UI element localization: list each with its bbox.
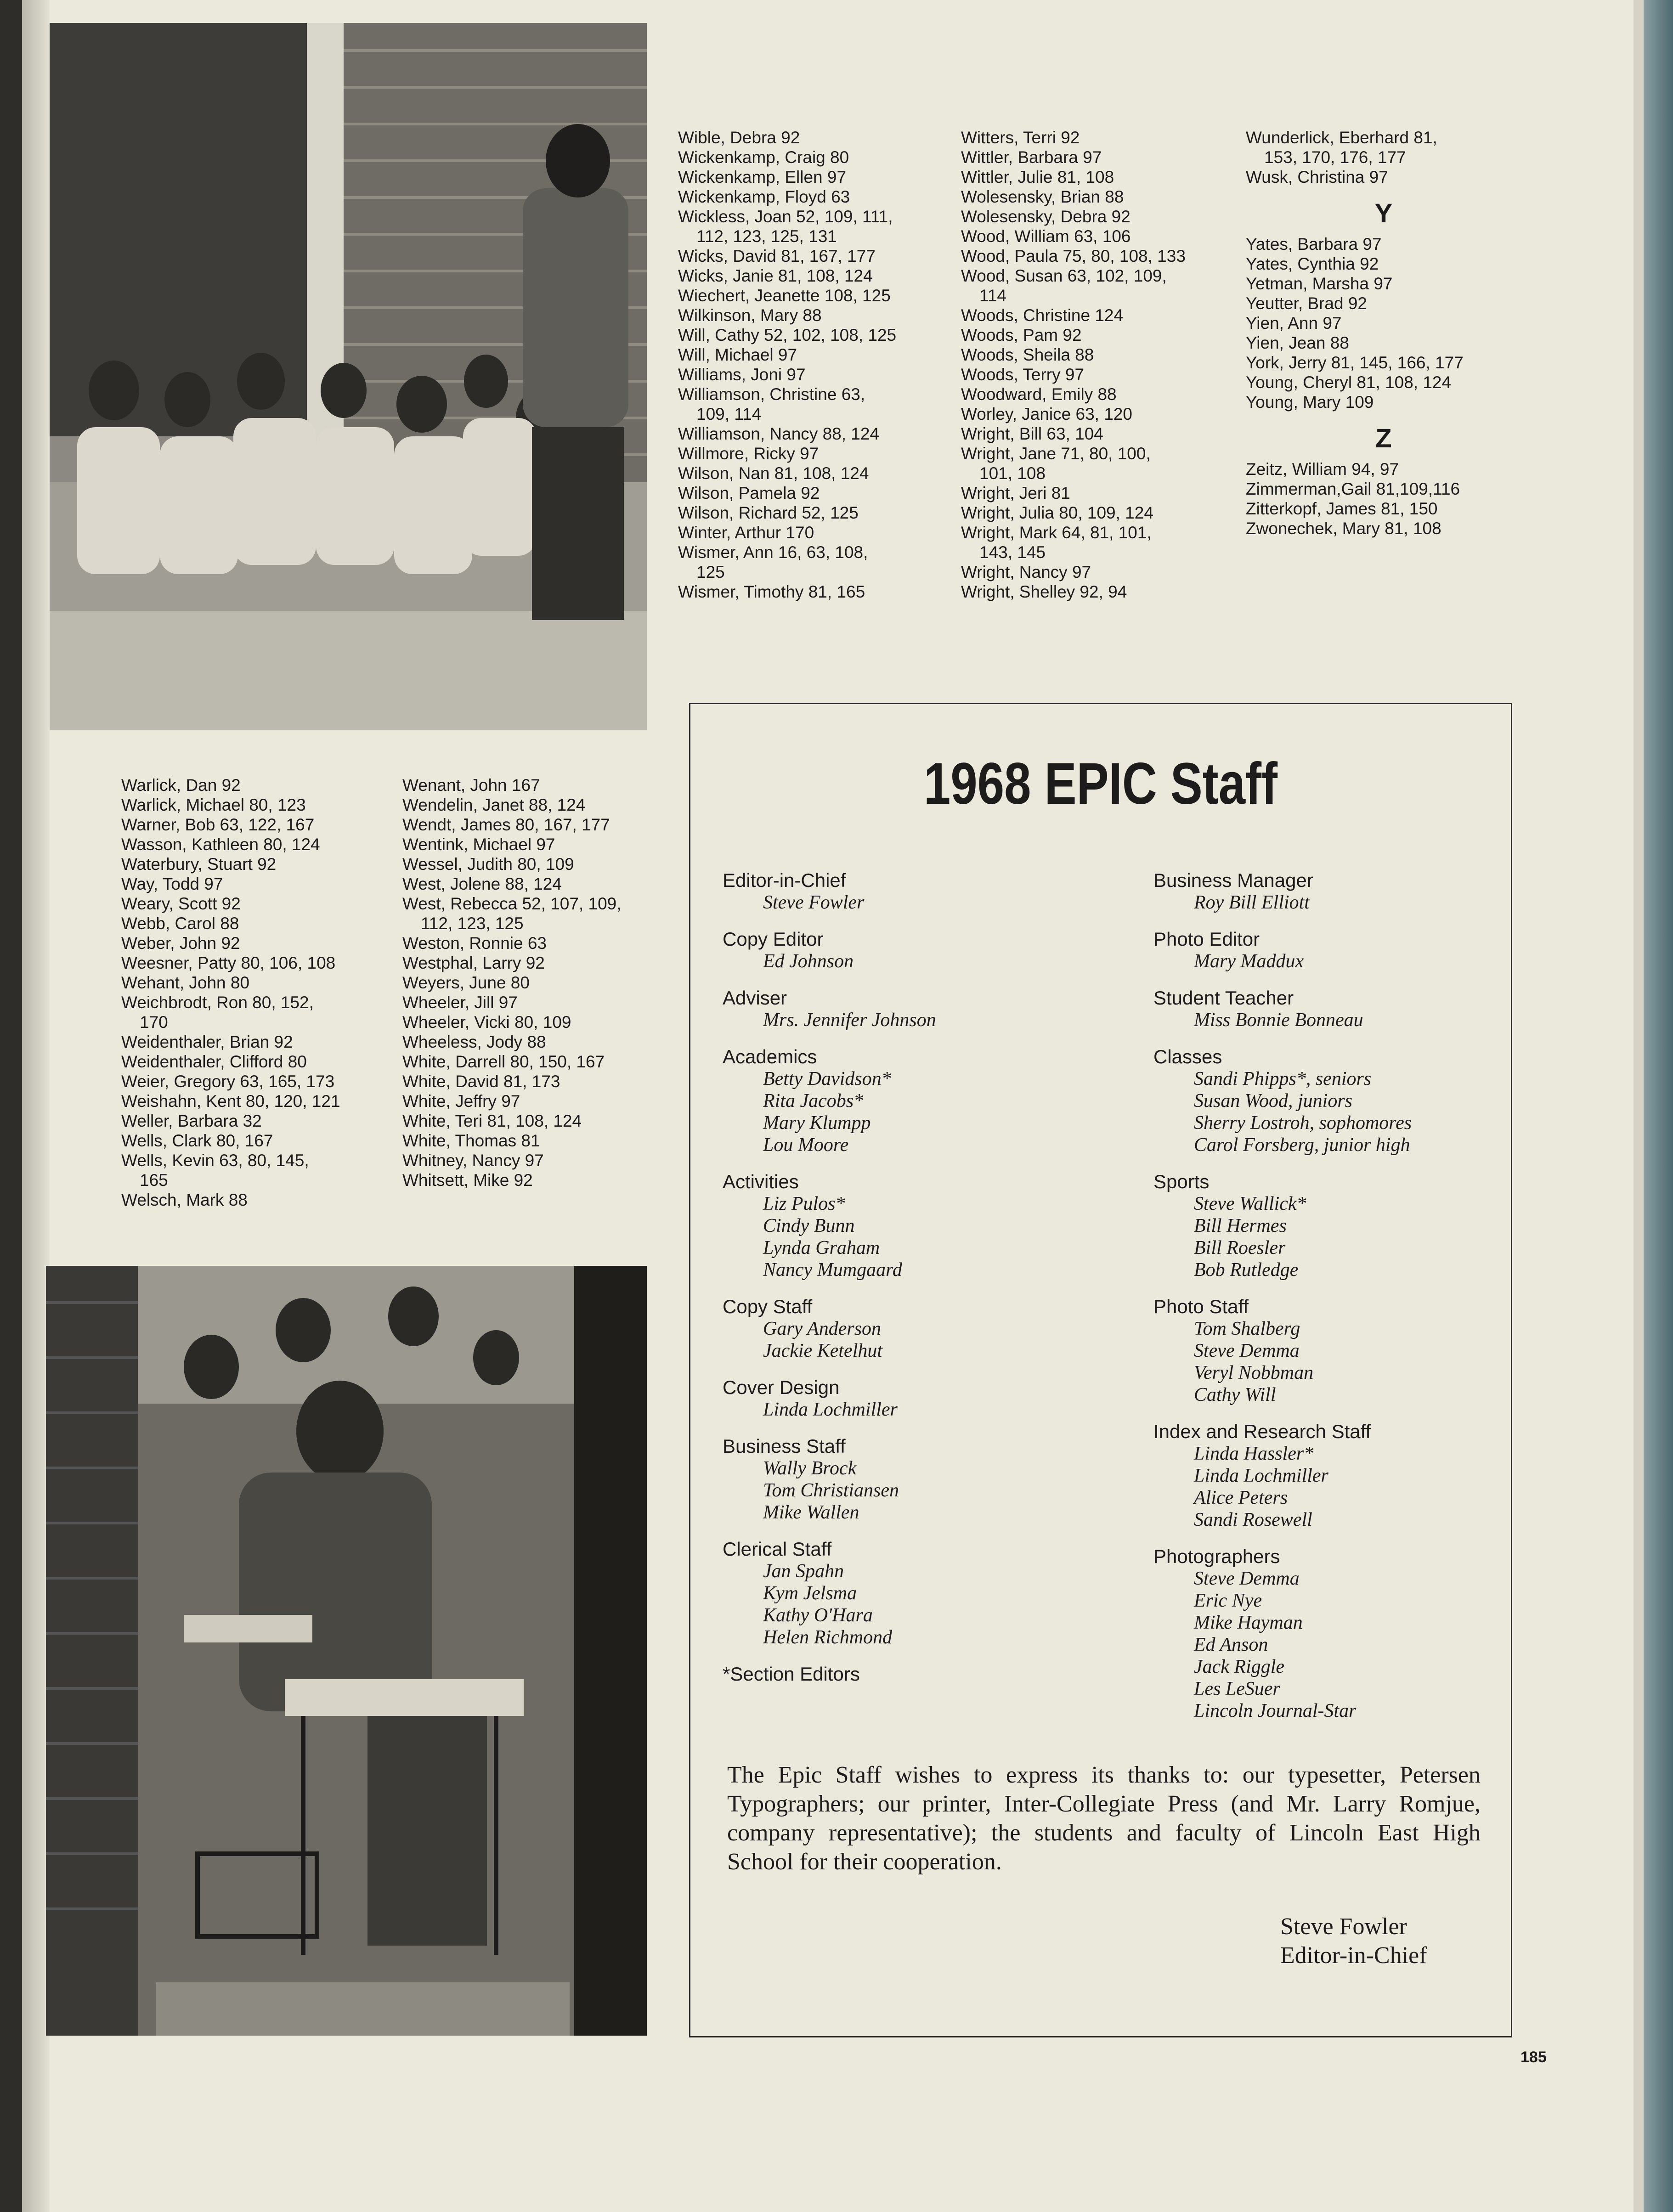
index-entry: Wickenkamp, Ellen 97 xyxy=(678,168,847,186)
staff-member: Mike Hayman xyxy=(1194,1612,1303,1633)
index-entry: Worley, Janice 63, 120 xyxy=(961,405,1132,423)
index-entry: Wilson, Pamela 92 xyxy=(678,484,820,502)
index-entry: White, David 81, 173 xyxy=(402,1072,560,1091)
index-entry: Weber, John 92 xyxy=(121,934,240,953)
staff-role: Classes xyxy=(1153,1046,1222,1067)
index-entry-continued: 153, 170, 176, 177 xyxy=(1264,148,1406,167)
staff-member: Jackie Ketelhut xyxy=(763,1340,883,1361)
index-entry: Weier, Gregory 63, 165, 173 xyxy=(121,1072,335,1091)
staff-member: Liz Pulos* xyxy=(763,1193,845,1214)
index-entry: Yeutter, Brad 92 xyxy=(1246,294,1368,313)
index-entry: Whitsett, Mike 92 xyxy=(402,1171,533,1190)
index-entry: Wright, Jane 71, 80, 100, xyxy=(961,444,1151,463)
index-entry: Wilson, Nan 81, 108, 124 xyxy=(678,464,869,483)
index-entry: Wasson, Kathleen 80, 124 xyxy=(121,835,320,854)
index-entry: Wiechert, Jeanette 108, 125 xyxy=(678,286,891,305)
staff-member: Helen Richmond xyxy=(763,1627,893,1648)
index-entry: Wilkinson, Mary 88 xyxy=(678,306,822,325)
index-entry-continued: 170 xyxy=(140,1013,168,1032)
staff-role: Business Manager xyxy=(1153,869,1313,891)
page-number: 185 xyxy=(1520,2048,1547,2066)
staff-member: Wally Brock xyxy=(763,1458,857,1479)
index-entry: Williamson, Christine 63, xyxy=(678,385,865,404)
staff-member: Cindy Bunn xyxy=(763,1215,855,1236)
staff-role: Copy Editor xyxy=(723,928,824,950)
index-entry: Woods, Terry 97 xyxy=(961,365,1085,384)
index-entry: Wright, Shelley 92, 94 xyxy=(961,582,1127,601)
index-entry: York, Jerry 81, 145, 166, 177 xyxy=(1246,353,1464,372)
index-entry: Wright, Bill 63, 104 xyxy=(961,424,1103,443)
staff-member: Lincoln Journal-Star xyxy=(1194,1700,1356,1721)
index-entry: Weary, Scott 92 xyxy=(121,894,241,913)
index-entry: Young, Cheryl 81, 108, 124 xyxy=(1246,373,1452,392)
staff-member: Ed Johnson xyxy=(763,951,854,972)
index-entry: Wilson, Richard 52, 125 xyxy=(678,503,859,522)
staff-title: 1968 EPIC Staff xyxy=(923,751,1278,817)
index-entry: Webb, Carol 88 xyxy=(121,914,239,933)
index-entry: Way, Todd 97 xyxy=(121,875,223,893)
index-entry: Yien, Jean 88 xyxy=(1246,333,1349,352)
index-entry-continued: 114 xyxy=(979,286,1006,305)
index-entry: Woods, Christine 124 xyxy=(961,306,1124,325)
index-entry: Will, Cathy 52, 102, 108, 125 xyxy=(678,326,897,344)
index-entry-continued: 112, 123, 125 xyxy=(421,914,524,933)
index-entry: Wickless, Joan 52, 109, 111, xyxy=(678,207,893,226)
staff-role: Academics xyxy=(723,1046,817,1067)
staff-member: Sherry Lostroh, sophomores xyxy=(1194,1112,1412,1134)
signature-block xyxy=(1280,1912,1427,1970)
staff-member: Steve Fowler xyxy=(763,892,865,913)
staff-role: Sports xyxy=(1153,1171,1210,1192)
index-entry: Williamson, Nancy 88, 124 xyxy=(678,424,880,443)
index-entry: Welsch, Mark 88 xyxy=(121,1191,248,1209)
staff-member: Gary Anderson xyxy=(763,1318,882,1339)
thanks-paragraph: The Epic Staff wishes to express its thanks to: our typesetter, Petersen Typographers; our printer, Inter-Collegiate Press (and Mr. Larry Romjue, company representative); the students and faculty of Lincoln East High School for their cooperation. xyxy=(727,1762,1481,1875)
index-entry: Weyers, June 80 xyxy=(402,973,530,992)
index-entry: Wessel, Judith 80, 109 xyxy=(402,855,574,874)
index-entry: Wismer, Ann 16, 63, 108, xyxy=(678,543,868,562)
index-entry-continued: 112, 123, 125, 131 xyxy=(696,227,837,246)
staff-member: Kathy O'Hara xyxy=(763,1605,873,1626)
index-entry: Wendt, James 80, 167, 177 xyxy=(402,815,610,834)
index-entry: Yetman, Marsha 97 xyxy=(1246,274,1393,293)
index-entry: West, Rebecca 52, 107, 109, xyxy=(402,894,622,913)
staff-member: Lynda Graham xyxy=(763,1237,880,1258)
index-entry: White, Thomas 81 xyxy=(402,1131,540,1150)
staff-role: Index and Research Staff xyxy=(1153,1421,1371,1442)
staff-member: Sandi Phipps*, seniors xyxy=(1194,1068,1372,1089)
staff-member: Ed Anson xyxy=(1194,1634,1268,1655)
index-entry: Weller, Barbara 32 xyxy=(121,1112,262,1130)
index-entry: Woodward, Emily 88 xyxy=(961,385,1117,404)
staff-member: Sandi Rosewell xyxy=(1194,1509,1312,1530)
staff-member: Nancy Mumgaard xyxy=(763,1259,902,1281)
staff-member: Jack Riggle xyxy=(1194,1656,1285,1677)
staff-member: Roy Bill Elliott xyxy=(1194,892,1310,913)
index-entry: Wheeler, Vicki 80, 109 xyxy=(402,1013,571,1032)
staff-member: Steve Demma xyxy=(1194,1568,1300,1589)
staff-member: Rita Jacobs* xyxy=(763,1090,864,1112)
staff-role: Editor-in-Chief xyxy=(723,869,846,891)
index-entry: Woods, Pam 92 xyxy=(961,326,1082,344)
epic-staff-box xyxy=(689,703,1512,2037)
index-entry: White, Darrell 80, 150, 167 xyxy=(402,1052,605,1071)
staff-member: Mrs. Jennifer Johnson xyxy=(763,1010,936,1031)
index-entry: Williams, Joni 97 xyxy=(678,365,806,384)
staff-role: Photo Editor xyxy=(1153,928,1260,950)
index-entry-continued: 109, 114 xyxy=(696,405,762,423)
index-entry: Wismer, Timothy 81, 165 xyxy=(678,582,865,601)
index-entry: Wheeless, Jody 88 xyxy=(402,1033,546,1051)
index-entry: Wright, Julia 80, 109, 124 xyxy=(961,503,1153,522)
index-entry: Wehant, John 80 xyxy=(121,973,250,992)
staff-member: Les LeSuer xyxy=(1194,1678,1280,1699)
index-column-wu-z xyxy=(1246,128,1521,538)
index-letter-heading: Z xyxy=(1375,423,1392,453)
staff-member: Steve Wallick* xyxy=(1194,1193,1306,1214)
staff-role: Business Staff xyxy=(723,1435,846,1457)
index-entry: Westphal, Larry 92 xyxy=(402,954,545,972)
index-entry: Wittler, Barbara 97 xyxy=(961,148,1102,167)
page-edge xyxy=(1633,0,1644,2212)
staff-role: Student Teacher xyxy=(1153,987,1294,1009)
staff-role: Activities xyxy=(723,1171,799,1192)
index-entry: Wolesensky, Brian 88 xyxy=(961,187,1124,206)
index-entry: Weston, Ronnie 63 xyxy=(402,934,547,953)
staff-member: Jan Spahn xyxy=(763,1561,844,1582)
staff-member: Carol Forsberg, junior high xyxy=(1194,1134,1410,1156)
index-entry: Witters, Terri 92 xyxy=(961,128,1080,147)
index-entry: Wright, Nancy 97 xyxy=(961,563,1091,581)
staff-member: Bob Rutledge xyxy=(1194,1259,1299,1281)
staff-column-left xyxy=(723,869,1118,1685)
staff-member: Linda Lochmiller xyxy=(763,1399,898,1420)
index-entry: Wickenkamp, Floyd 63 xyxy=(678,187,850,206)
staff-role: Photographers xyxy=(1153,1546,1280,1567)
staff-member: Cathy Will xyxy=(1194,1384,1276,1405)
index-entry: Waterbury, Stuart 92 xyxy=(121,855,277,874)
staff-member: Mary Klumpp xyxy=(763,1112,871,1134)
staff-member: Mike Wallen xyxy=(763,1502,859,1523)
staff-member: Betty Davidson* xyxy=(763,1068,891,1089)
index-entry: Wright, Jeri 81 xyxy=(961,484,1070,502)
photo-students-at-desks xyxy=(46,1266,647,2036)
index-entry: Zimmerman,Gail 81,109,116 xyxy=(1246,480,1460,498)
staff-member: Eric Nye xyxy=(1194,1590,1262,1611)
staff-member: Bill Hermes xyxy=(1194,1215,1287,1236)
index-entry: Wright, Mark 64, 81, 101, xyxy=(961,523,1152,542)
staff-role: Cover Design xyxy=(723,1377,840,1398)
staff-member: Alice Peters xyxy=(1194,1487,1288,1508)
staff-member: Linda Hassler* xyxy=(1194,1443,1314,1464)
index-entry: Zitterkopf, James 81, 150 xyxy=(1246,499,1438,518)
index-entry: Wells, Kevin 63, 80, 145, xyxy=(121,1151,309,1170)
index-letter-heading: Y xyxy=(1374,198,1393,228)
index-entry: Warner, Bob 63, 122, 167 xyxy=(121,815,315,834)
index-entry: White, Jeffry 97 xyxy=(402,1092,520,1111)
staff-member: Tom Shalberg xyxy=(1194,1318,1300,1339)
staff-role: Adviser xyxy=(723,987,787,1009)
index-entry-continued: 101, 108 xyxy=(979,464,1046,483)
index-column-wi-wis xyxy=(678,128,954,602)
index-entry: Wells, Clark 80, 167 xyxy=(121,1131,273,1150)
index-entry: Zeitz, William 94, 97 xyxy=(1246,460,1399,479)
index-entry: Weesner, Patty 80, 106, 108 xyxy=(121,954,336,972)
binding-gutter xyxy=(0,0,22,2212)
index-entry: Wood, Susan 63, 102, 109, xyxy=(961,266,1167,285)
section-editors-footnote: *Section Editors xyxy=(723,1663,860,1685)
staff-member: Tom Christiansen xyxy=(763,1480,899,1501)
index-entry: Winter, Arthur 170 xyxy=(678,523,814,542)
index-entry: Wusk, Christina 97 xyxy=(1246,168,1388,186)
signature-title: Editor-in-Chief xyxy=(1280,1942,1427,1969)
index-column-wit-wri xyxy=(961,128,1237,602)
staff-member: Veryl Nobbman xyxy=(1194,1362,1314,1383)
staff-member: Kym Jelsma xyxy=(763,1583,857,1604)
index-entry: Wible, Debra 92 xyxy=(678,128,800,147)
staff-role: Clerical Staff xyxy=(723,1538,832,1560)
index-entry: Wendelin, Janet 88, 124 xyxy=(402,796,586,814)
index-entry: Warlick, Michael 80, 123 xyxy=(121,796,306,814)
index-entry: Whitney, Nancy 97 xyxy=(402,1151,544,1170)
index-entry: Wheeler, Jill 97 xyxy=(402,993,518,1012)
index-entry: Wunderlick, Eberhard 81, xyxy=(1246,128,1437,147)
staff-member: Linda Lochmiller xyxy=(1194,1465,1328,1486)
staff-role: Copy Staff xyxy=(723,1296,813,1317)
index-entry: Weishahn, Kent 80, 120, 121 xyxy=(121,1092,340,1111)
index-entry: Wickenkamp, Craig 80 xyxy=(678,148,849,167)
index-entry: Wolesensky, Debra 92 xyxy=(961,207,1130,226)
index-entry: Weidenthaler, Clifford 80 xyxy=(121,1052,307,1071)
binding-shadow xyxy=(22,0,50,2212)
index-entry: Warlick, Dan 92 xyxy=(121,776,241,795)
index-column-wen-whi xyxy=(402,775,687,1190)
index-entry-continued: 165 xyxy=(140,1171,168,1190)
index-entry: Yates, Cynthia 92 xyxy=(1246,254,1379,273)
index-entry-continued: 125 xyxy=(696,563,725,581)
photo-students-on-lawn xyxy=(50,23,647,730)
signature-name: Steve Fowler xyxy=(1280,1913,1407,1940)
staff-member: Susan Wood, juniors xyxy=(1194,1090,1353,1112)
staff-column-right xyxy=(1153,869,1503,1722)
index-column-wa-we xyxy=(121,775,397,1210)
index-entry: Willmore, Ricky 97 xyxy=(678,444,819,463)
index-entry: White, Teri 81, 108, 124 xyxy=(402,1112,582,1130)
index-entry: Wood, William 63, 106 xyxy=(961,227,1131,246)
index-entry: Wicks, Janie 81, 108, 124 xyxy=(678,266,873,285)
index-entry-continued: 143, 145 xyxy=(979,543,1046,562)
staff-member: Miss Bonnie Bonneau xyxy=(1194,1010,1363,1031)
index-entry: Will, Michael 97 xyxy=(678,345,797,364)
staff-role: Photo Staff xyxy=(1153,1296,1249,1317)
staff-member: Mary Maddux xyxy=(1194,951,1304,972)
index-entry: West, Jolene 88, 124 xyxy=(402,875,562,893)
staff-member: Lou Moore xyxy=(763,1134,849,1156)
index-entry: Yien, Ann 97 xyxy=(1246,314,1342,333)
index-entry: Wentink, Michael 97 xyxy=(402,835,555,854)
index-entry: Weichbrodt, Ron 80, 152, xyxy=(121,993,314,1012)
index-entry: Wittler, Julie 81, 108 xyxy=(961,168,1114,186)
index-entry: Yates, Barbara 97 xyxy=(1246,235,1382,254)
staff-member: Bill Roesler xyxy=(1194,1237,1286,1258)
index-entry: Zwonechek, Mary 81, 108 xyxy=(1246,519,1441,538)
index-entry: Wicks, David 81, 167, 177 xyxy=(678,247,876,265)
index-entry: Weidenthaler, Brian 92 xyxy=(121,1033,293,1051)
book-cover-edge xyxy=(1644,0,1673,2212)
index-entry: Wenant, John 167 xyxy=(402,776,540,795)
index-entry: Woods, Sheila 88 xyxy=(961,345,1094,364)
index-entry: Wood, Paula 75, 80, 108, 133 xyxy=(961,247,1186,265)
index-entry: Young, Mary 109 xyxy=(1246,393,1374,412)
staff-member: Steve Demma xyxy=(1194,1340,1300,1361)
